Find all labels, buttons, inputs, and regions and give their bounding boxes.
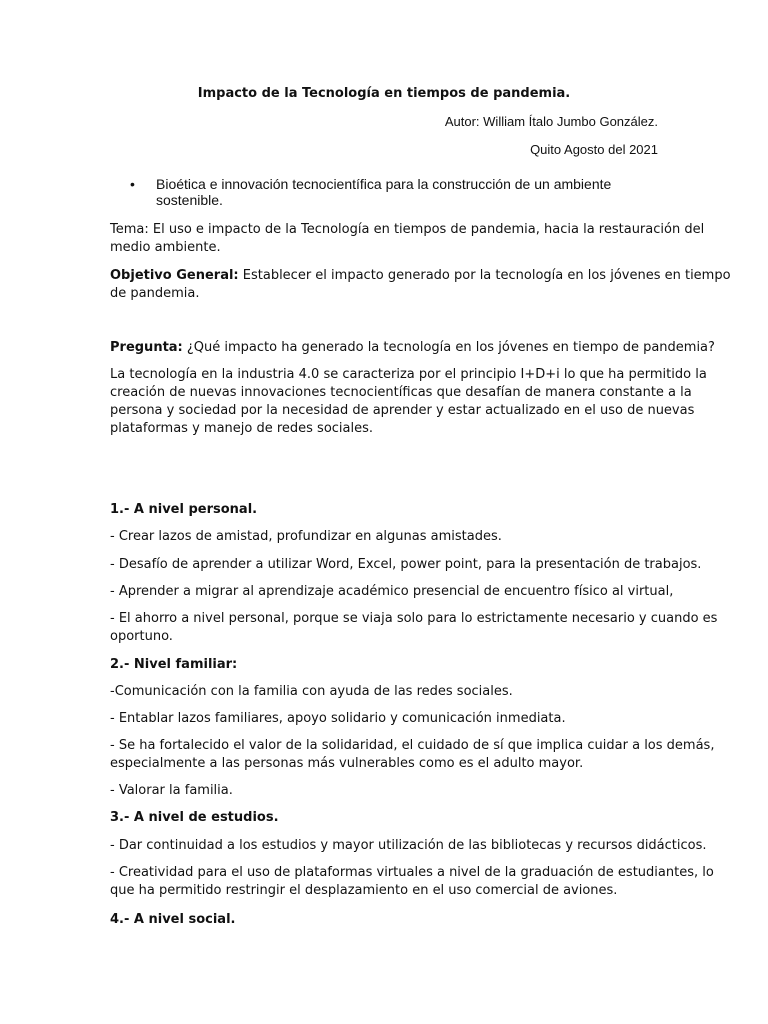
list-item: oportuno. [110,629,173,644]
list-item: - Se ha fortalecido el valor de la solidaridad, el cuidado de sí que implica cuidar a los demás, [110,738,715,753]
list-item: que ha permitido restringir el desplazamiento en el uso comercial de aviones. [110,883,618,898]
list-item: - Crear lazos de amistad, profundizar en algunas amistades. [110,529,502,544]
objetivo-line-2: de pandemia. [110,286,200,301]
author-line: Autor: William Ítalo Jumbo González. [444,114,658,129]
list-item: especialmente a las personas más vulnerables como es el adulto mayor. [110,756,584,771]
pregunta-text: ¿Qué impacto ha generado la tecnología en los jóvenes en tiempo de pandemia? [182,340,715,355]
list-item: - Entablar lazos familiares, apoyo solidario y comunicación inmediata. [110,711,566,726]
section-heading-familiar: 2.- Nivel familiar: [110,657,238,672]
intro-line-1: La tecnología en la industria 4.0 se caracteriza por el principio I+D+i lo que ha permitido la [110,367,707,382]
intro-line-4: plataformas y manejo de redes sociales. [110,421,374,436]
place-date-line: Quito Agosto del 2021 [530,142,658,157]
section-heading-estudios: 3.- A nivel de estudios. [110,810,279,825]
pregunta-label: Pregunta: [110,340,183,355]
pregunta-line [110,339,715,357]
tema-line-1: Tema: El uso e impacto de la Tecnología en tiempos de pandemia, hacia la restauración del [110,222,705,237]
tema-line-2: medio ambiente. [110,240,221,255]
list-item: -Comunicación con la familia con ayuda de las redes sociales. [110,684,513,699]
intro-line-2: creación de nuevas innovaciones tecnocientíficas que desafían de manera constante a la [110,385,692,400]
objetivo-text: Establecer el impacto generado por la tecnología en los jóvenes en tiempo [238,268,731,283]
list-item: - Valorar la familia. [110,783,233,798]
intro-line-3: persona y sociedad por la necesidad de aprender y estar actualizado en el uso de nuevas [110,403,695,418]
objetivo-line-1 [110,267,731,285]
list-item: - Desafío de aprender a utilizar Word, Excel, power point, para la presentación de trabajos. [110,557,702,572]
section-heading-personal: 1.- A nivel personal. [110,502,258,517]
bullet-text: Bioética e innovación tecnocientífica para la construcción de un ambiente sostenible. [156,176,612,208]
bullet-icon: • [130,176,135,192]
section-heading-social: 4.- A nivel social. [110,912,236,927]
document-title: Impacto de la Tecnología en tiempos de pandemia. [197,86,571,101]
objetivo-label: Objetivo General: [110,268,239,283]
list-item: - Aprender a migrar al aprendizaje académico presencial de encuentro físico al virtual, [110,584,674,599]
list-item: - Dar continuidad a los estudios y mayor utilización de las bibliotecas y recursos didácticos. [110,838,707,853]
list-item: - Creatividad para el uso de plataformas virtuales a nivel de la graduación de estudiantes, lo [110,865,714,880]
list-item: - El ahorro a nivel personal, porque se viaja solo para lo estrictamente necesario y cuando es [110,611,718,626]
